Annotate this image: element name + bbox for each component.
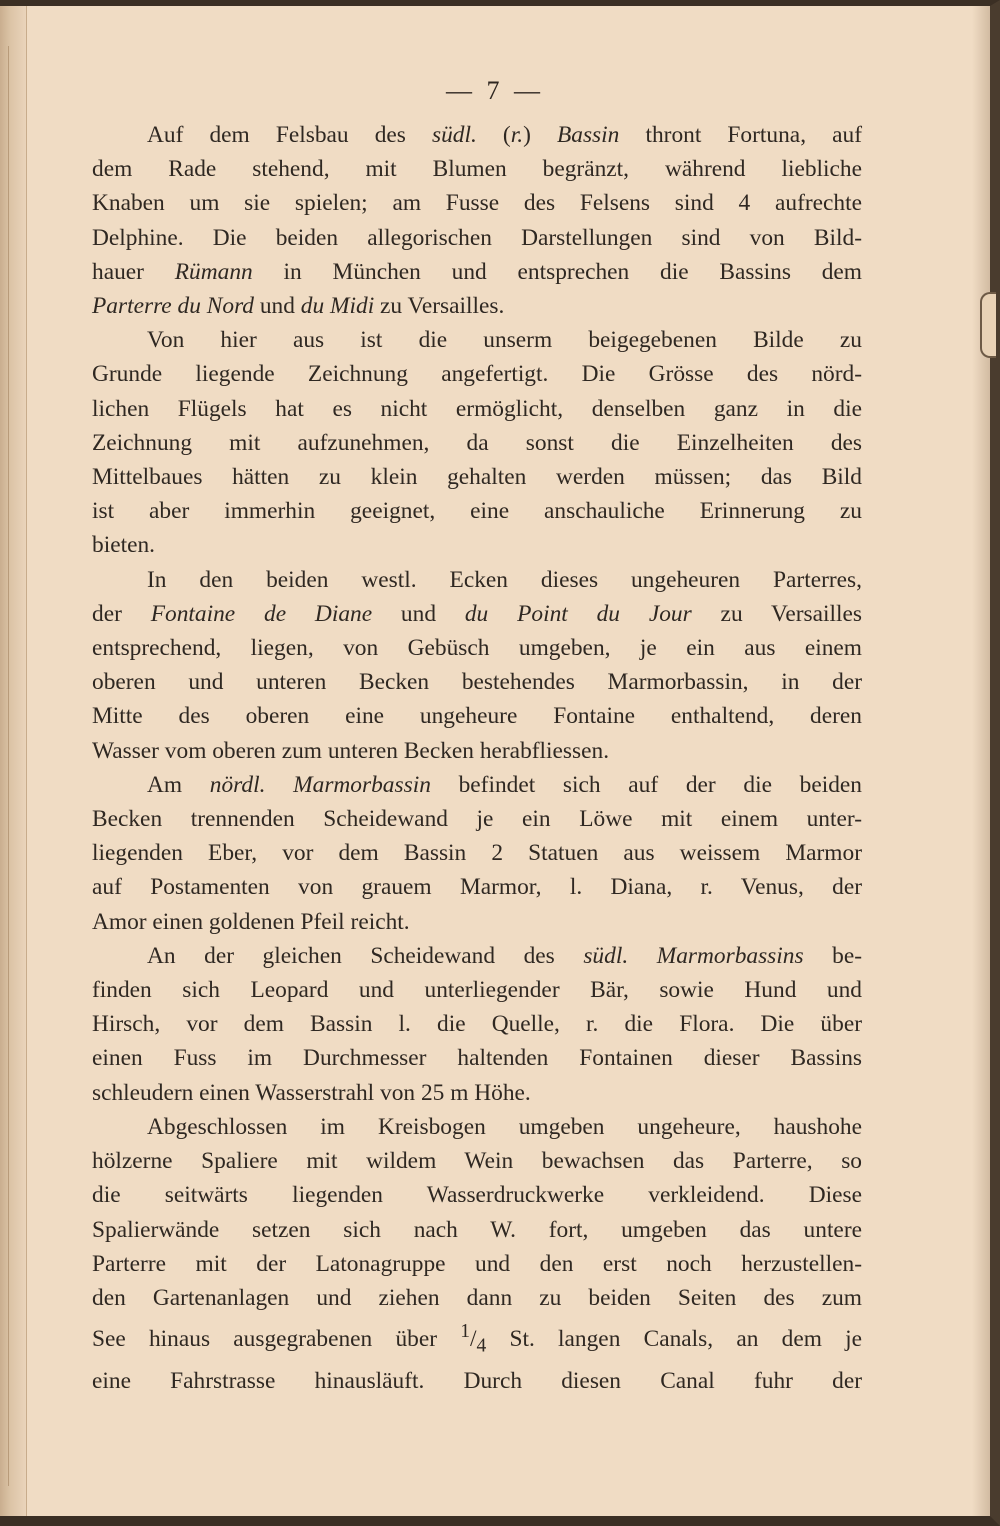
text-line: An der gleichen Scheidewand des südl. Marmorbassins be- bbox=[147, 942, 863, 969]
text-line: Wasser vom oberen zum unteren Becken herabfliessen. bbox=[92, 737, 610, 764]
text-line: den Gartenanlagen und ziehen dann zu beiden Seiten des zum bbox=[92, 1284, 862, 1311]
text-line: ist aber immerhin geeignet, eine anschauliche Erinnerung zu bbox=[92, 498, 862, 525]
text-line: In den beiden westl. Ecken dieses ungeheuren Parterres, bbox=[147, 566, 862, 593]
text-line: Zeichnung mit aufzunehmen, da sonst die Einzelheiten des bbox=[92, 429, 862, 456]
body-text bbox=[92, 118, 862, 1398]
text-line: Amor einen goldenen Pfeil reicht. bbox=[92, 908, 410, 935]
text-line: auf Postamenten von grauem Marmor, l. Diana, r. Venus, der bbox=[92, 874, 862, 901]
text-line: Auf dem Felsbau des südl. (r.) Bassin thront Fortuna, auf bbox=[147, 122, 862, 148]
page-edge-shadow bbox=[972, 6, 990, 1516]
text-line: Mitte des oberen eine ungeheure Fontaine enthaltend, deren bbox=[92, 703, 862, 730]
text-line: Parterre du Nord und du Midi zu Versailles. bbox=[92, 293, 505, 320]
page-gutter bbox=[0, 6, 27, 1516]
text-line: Spalierwände setzen sich nach W. fort, umgeben das untere bbox=[92, 1216, 862, 1243]
text-line: Parterre mit der Latonagruppe und den erst noch herzustellen- bbox=[92, 1250, 862, 1277]
text-line: finden sich Leopard und unterliegender Bär, sowie Hund und bbox=[92, 977, 862, 1004]
page-number: — 7 — bbox=[446, 76, 544, 105]
text-line: lichen Flügels hat es nicht ermöglicht, denselben ganz in die bbox=[92, 395, 862, 422]
text-line: bieten. bbox=[92, 532, 155, 559]
text-line: Hirsch, vor dem Bassin l. die Quelle, r. die Flora. Die über bbox=[92, 1011, 862, 1038]
text-line: Becken trennenden Scheidewand je ein Löwe mit einem unter- bbox=[92, 806, 862, 833]
text-line: dem Rade stehend, mit Blumen begränzt, während liebliche bbox=[92, 156, 862, 183]
text-line: eine Fahrstrasse hinausläuft. Durch diesen Canal fuhr der bbox=[92, 1367, 862, 1394]
text-line: liegenden Eber, vor dem Bassin 2 Statuen aus weissem Marmor bbox=[92, 840, 862, 867]
text-line: schleudern einen Wasserstrahl von 25 m Höhe. bbox=[92, 1079, 531, 1106]
text-line: Abgeschlossen im Kreisbogen umgeben ungeheure, haushohe bbox=[147, 1113, 862, 1140]
text-line: Von hier aus ist die unserm beigegebenen Bilde zu bbox=[147, 327, 862, 354]
text-line: der Fontaine de Diane und du Point du Jour zu Versailles bbox=[92, 600, 862, 627]
text-line: Delphine. Die beiden allegorischen Darstellungen sind von Bild- bbox=[92, 224, 862, 251]
text-line: Knaben um sie spielen; am Fusse des Felsens sind 4 aufrechte bbox=[92, 190, 862, 217]
binding-line bbox=[8, 46, 9, 1486]
text-line: hauer Rümann in München und entsprechen die Bassins dem bbox=[92, 258, 862, 285]
text-line: oberen und unteren Becken bestehendes Marmorbassin, in der bbox=[92, 669, 862, 696]
text-line: einen Fuss im Durchmesser haltenden Fontainen dieser Bassins bbox=[92, 1045, 862, 1072]
text-line: Grunde liegende Zeichnung angefertigt. Die Grösse des nörd- bbox=[92, 361, 862, 388]
text-line: Am nördl. Marmorbassin befindet sich auf der die beiden bbox=[147, 771, 863, 798]
text-line: die seitwärts liegenden Wasserdruckwerke verkleidend. Diese bbox=[92, 1182, 862, 1209]
text-line: hölzerne Spaliere mit wildem Wein bewachsen das Parterre, so bbox=[92, 1148, 862, 1175]
text-line: entsprechend, liegen, von Gebüsch umgeben, je ein aus einem bbox=[92, 635, 862, 662]
page-edge-tab bbox=[980, 292, 996, 358]
text-line: See hinaus ausgegrabenen über $^1/_4$ St. langen Canals, an dem je bbox=[92, 1321, 862, 1357]
text-line: Mittelbaues hätten zu klein gehalten werden müssen; das Bild bbox=[92, 464, 862, 491]
